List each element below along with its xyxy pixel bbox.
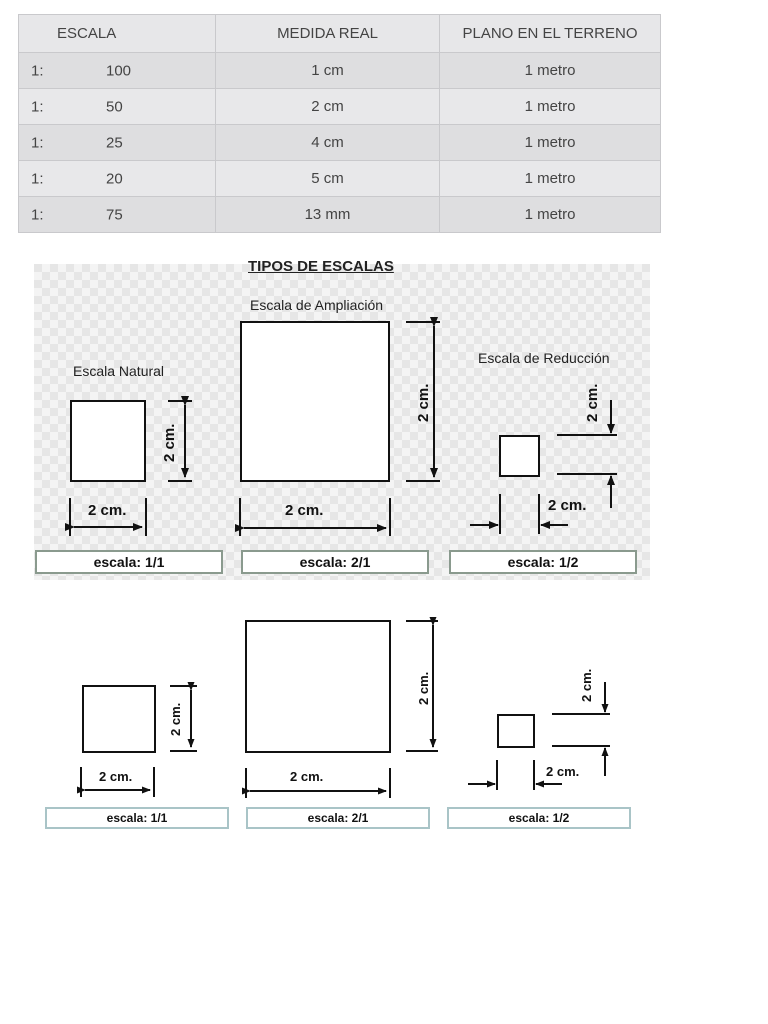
scale-cell	[19, 53, 216, 89]
reduction-height-label: 2 cm.	[579, 668, 594, 702]
table-row	[19, 125, 661, 161]
enlargement-width-label: 2 cm.	[290, 769, 324, 784]
scale-denominator: 75	[106, 206, 123, 223]
scale-prefix: 1:	[31, 98, 44, 115]
reduction-width-label: 2 cm.	[548, 497, 587, 514]
real-measure-cell: 4 cm	[216, 125, 440, 161]
terrain-cell: 1 metro	[440, 89, 661, 125]
dimension-lines	[0, 600, 768, 840]
terrain-cell: 1 metro	[440, 197, 661, 233]
scale-prefix: 1:	[31, 62, 44, 79]
terrain-cell: 1 metro	[440, 125, 661, 161]
enlargement-scale-caption: Escala de Ampliación	[250, 297, 384, 313]
reduction-height-label: 2 cm.	[584, 383, 601, 422]
natural-height-label: 2 cm.	[168, 702, 183, 736]
reduction-dimensions	[470, 384, 617, 534]
table-header-row	[19, 15, 661, 53]
scale-cell	[19, 161, 216, 197]
scale-cell	[19, 89, 216, 125]
terrain-cell: 1 metro	[440, 161, 661, 197]
scale-prefix: 1:	[31, 206, 44, 223]
enlargement-width-label: 2 cm.	[285, 502, 324, 519]
natural-scale-label: escala: 1/1	[35, 550, 223, 574]
reduction-scale-label: escala: 1/2	[447, 807, 631, 829]
reduction-scale-caption: Escala de Reducción	[478, 350, 610, 366]
enlargement-height-label: 2 cm.	[415, 383, 432, 422]
table-row	[19, 53, 661, 89]
table-row	[19, 161, 661, 197]
scale-types-diagram-copy	[0, 600, 768, 840]
enlargement-scale-label: escala: 2/1	[241, 550, 429, 574]
enlargement-dimensions	[240, 322, 440, 536]
real-measure-cell: 2 cm	[216, 89, 440, 125]
reduction-width-label: 2 cm.	[546, 764, 580, 779]
table-row	[19, 197, 661, 233]
header-plano-terreno: PLANO EN EL TERRENO	[440, 15, 661, 53]
enlargement-height-label: 2 cm.	[416, 671, 431, 705]
reduction-scale-label: escala: 1/2	[449, 550, 637, 574]
natural-dimensions	[81, 686, 197, 797]
table-row	[19, 89, 661, 125]
natural-scale-label: escala: 1/1	[45, 807, 229, 829]
real-measure-cell: 5 cm	[216, 161, 440, 197]
enlargement-scale-label: escala: 2/1	[246, 807, 430, 829]
reduction-dimensions	[468, 669, 610, 790]
scale-prefix: 1:	[31, 170, 44, 187]
natural-width-label: 2 cm.	[88, 502, 127, 519]
scale-denominator: 20	[106, 170, 123, 187]
terrain-cell: 1 metro	[440, 53, 661, 89]
scale-denominator: 50	[106, 98, 123, 115]
dimension-lines	[34, 240, 650, 580]
natural-dimensions	[70, 401, 192, 536]
real-measure-cell: 1 cm	[216, 53, 440, 89]
scale-cell	[19, 125, 216, 161]
natural-scale-caption: Escala Natural	[73, 363, 165, 379]
scale-table	[18, 14, 661, 233]
header-medida-real: MEDIDA REAL	[216, 15, 440, 53]
scale-denominator: 25	[106, 134, 123, 151]
diagram-title: TIPOS DE ESCALAS	[248, 258, 394, 275]
scale-types-panel	[34, 240, 650, 580]
natural-width-label: 2 cm.	[99, 769, 133, 784]
scale-prefix: 1:	[31, 134, 44, 151]
scale-cell	[19, 197, 216, 233]
natural-height-label: 2 cm.	[161, 423, 178, 462]
real-measure-cell: 13 mm	[216, 197, 440, 233]
scale-denominator: 100	[106, 62, 132, 79]
enlargement-dimensions	[246, 621, 438, 798]
header-escala: ESCALA	[19, 15, 216, 53]
